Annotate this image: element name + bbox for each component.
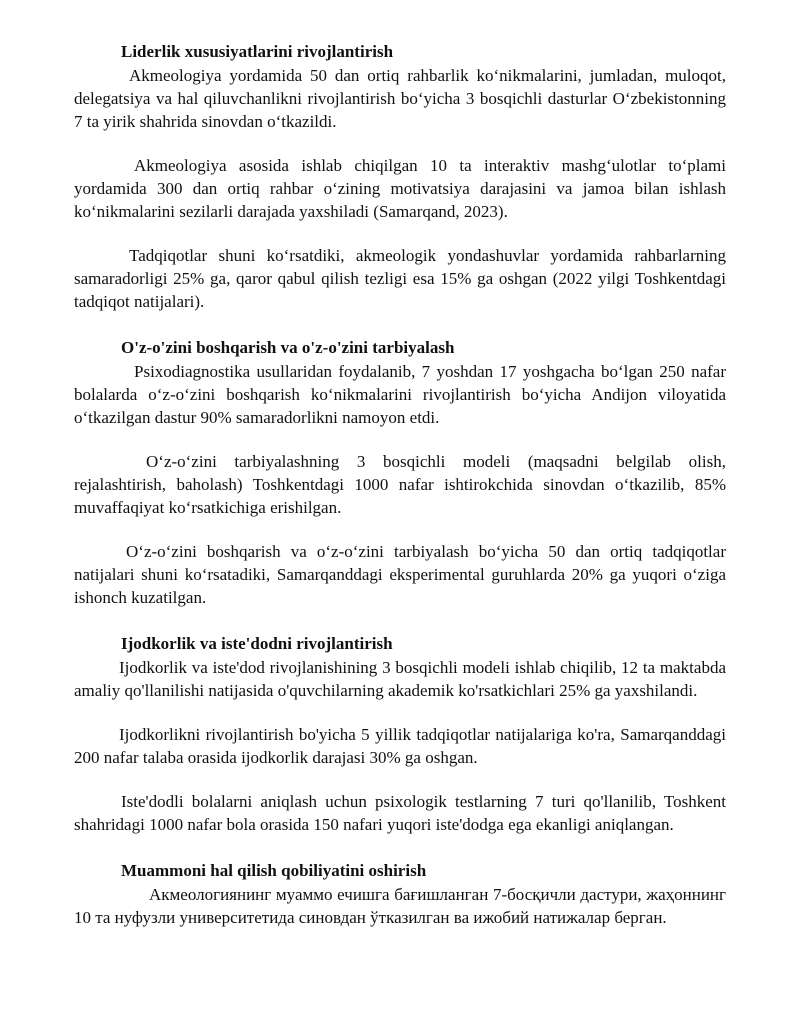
section-creativity [74,632,726,836]
section-heading: O'z-o'zini boshqarish va o'z-o'zini tarbiyalash [121,338,455,357]
section-problem-solving [74,859,726,929]
section-heading: Muammoni hal qilish qobiliyatini oshirish [121,861,427,880]
paragraph: Iste'dodli bolalarni aniqlash uchun psixologik testlarning 7 turi qo'llanilib, Toshkent shahridagi 1000 nafar bola orasida 150 nafari yuqori iste'dodga ega ekanligi aniqlangan. [74,792,726,834]
section-self-management [74,336,726,609]
paragraph: Oʻz-oʻzini boshqarish va oʻz-oʻzini tarbiyalash boʻyicha 50 dan ortiq tadqiqotlar natijalari shuni koʻrsatadiki, Samarqanddagi eksperimental guruhlarda 20% ga yuqori oʻziga ishonch kuzatilgan. [74,542,726,607]
paragraph: Tadqiqotlar shuni koʻrsatdiki, akmeologik yondashuvlar yordamida rahbarlarning samaradorligi 25% ga, qaror qabul qilish tezligi esa 15% ga oshgan (2022 yilgi Toshkentdagi tadqiqot natijalari). [74,246,726,311]
section-leadership [74,40,726,313]
paragraph: Oʻz-oʻzini tarbiyalashning 3 bosqichli modeli (maqsadni belgilab olish, rejalashtirish, baholash) Toshkentdagi 1000 nafar ishtirokchida sinovdan oʻtkazilib, 85% muvaffaqiyat koʻrsatkichiga erishilgan. [74,452,726,517]
paragraph: Akmeologiya yordamida 50 dan ortiq rahbarlik koʻnikmalarini, jumladan, muloqot, delegatsiya va hal qiluvchanlikni rivojlantirish boʻyicha 3 bosqichli dasturlar Oʻzbekistonning 7 ta yirik shahrida sinovdan oʻtkazildi. [74,66,726,131]
section-heading: Ijodkorlik va iste'dodni rivojlantirish [121,634,393,653]
paragraph: Ijodkorlikni rivojlantirish bo'yicha 5 yillik tadqiqotlar natijalariga ko'ra, Samarqanddagi 200 nafar talaba orasida ijodkorlik darajasi 30% ga oshgan. [74,725,726,767]
paragraph: Акмеологиянинг муаммо ечишга бағишланган 7-босқичли дастури, жаҳоннинг 10 та нуфузли университетида синовдан ўтказилган ва ижобий натижалар берган. [74,885,726,927]
section-heading: Liderlik xususiyatlarini rivojlantirish [121,42,394,61]
document-page [74,40,726,929]
paragraph: Ijodkorlik va iste'dod rivojlanishining 3 bosqichli modeli ishlab chiqilib, 12 ta maktabda amaliy qo'llanilishi natijasida o'quvchilarning akademik ko'rsatkichlari 25% ga yaxshilandi. [74,658,726,700]
paragraph: Psixodiagnostika usullaridan foydalanib, 7 yoshdan 17 yoshgacha boʻlgan 250 nafar bolalarda oʻz-oʻzini boshqarish koʻnikmalarini rivojlantirish boʻyicha Andijon viloyatida oʻtkazilgan dastur 90% samaradorlikni namoyon etdi. [74,362,726,427]
paragraph: Akmeologiya asosida ishlab chiqilgan 10 ta interaktiv mashgʻulotlar toʻplami yordamida 300 dan ortiq rahbar oʻzining motivatsiya darajasini va jamoa bilan ishlash koʻnikmalarini sezilarli darajada yaxshiladi (Samarqand, 2023). [74,156,726,221]
